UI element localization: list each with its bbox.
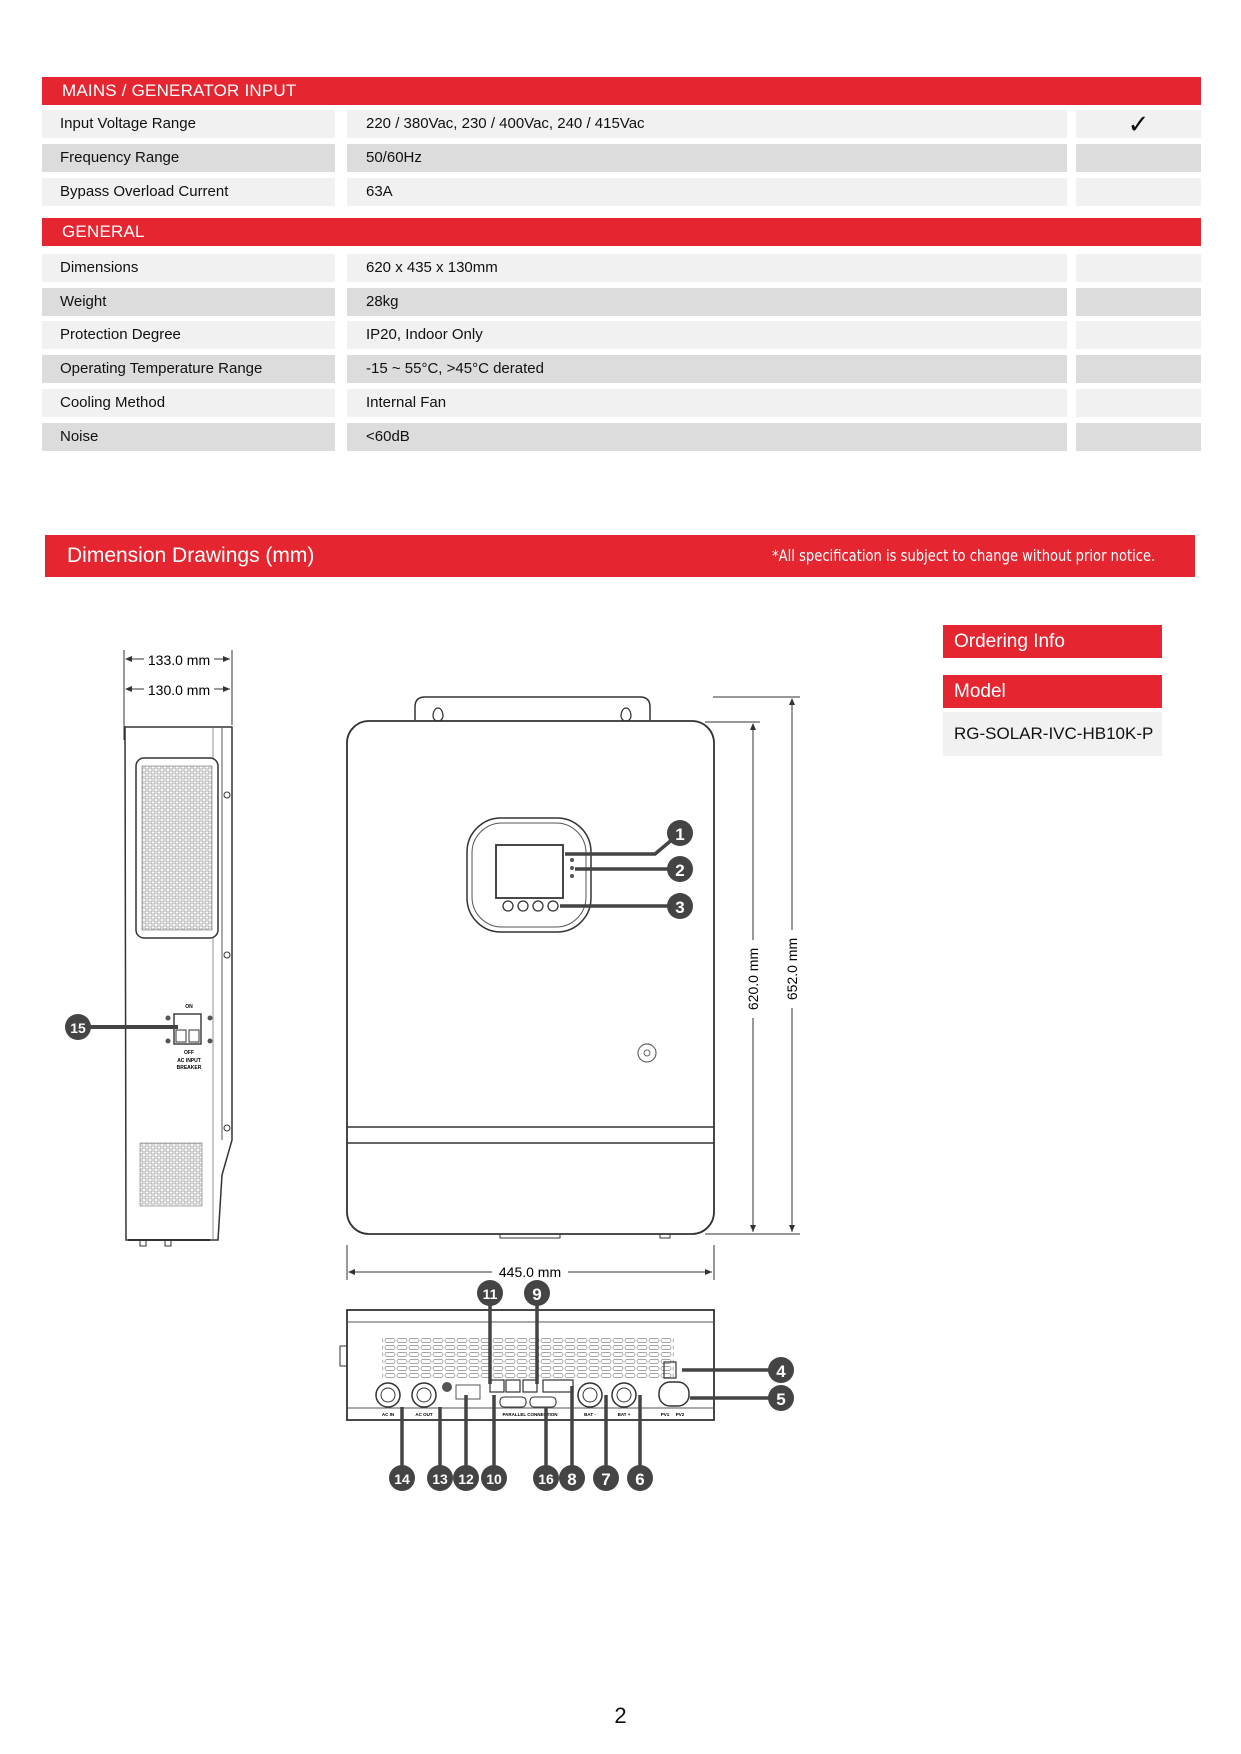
model-header: Model	[943, 675, 1162, 708]
callout-10	[481, 1465, 507, 1491]
side-depth-outer-label: 133.0 mm	[147, 652, 211, 668]
callout-15	[65, 1014, 91, 1040]
svg-text:9: 9	[532, 1285, 542, 1304]
section-header-general: GENERAL	[42, 218, 1201, 246]
svg-text:12: 12	[458, 1471, 474, 1487]
svg-text:4: 4	[776, 1362, 786, 1381]
callout-12	[453, 1465, 479, 1491]
breaker-label-line1: AC INPUT	[177, 1058, 201, 1064]
svg-text:6: 6	[635, 1470, 645, 1489]
front-height-inner-label: 620.0 mm	[745, 947, 761, 1011]
spec-label: Input Voltage Range	[42, 110, 335, 138]
spec-label: Protection Degree	[42, 321, 335, 349]
pv2-label: PV2	[675, 1412, 685, 1417]
callout-14	[389, 1465, 415, 1491]
ac-out-label: AC OUT	[415, 1412, 433, 1417]
callout-11	[477, 1280, 503, 1306]
spec-label: Operating Temperature Range	[42, 355, 335, 383]
spec-label: Frequency Range	[42, 144, 335, 172]
callout-7	[593, 1465, 619, 1491]
callout-9	[524, 1280, 550, 1306]
bat-neg-label: BAT -	[584, 1412, 596, 1417]
callout-16	[533, 1465, 559, 1491]
pv1-label: PV1	[660, 1412, 670, 1417]
bottom-view	[340, 1305, 777, 1468]
spec-label: Noise	[42, 423, 335, 451]
svg-text:13: 13	[432, 1471, 448, 1487]
callout-5	[768, 1385, 794, 1411]
spec-value: -15 ~ 55°C, >45°C derated	[347, 355, 1067, 383]
callout-3	[667, 893, 693, 919]
svg-text:10: 10	[486, 1471, 502, 1487]
callout-6	[627, 1465, 653, 1491]
callout-1	[667, 820, 693, 846]
svg-text:15: 15	[70, 1020, 86, 1036]
spec-value: 50/60Hz	[347, 144, 1067, 172]
svg-text:16: 16	[538, 1471, 554, 1487]
svg-text:8: 8	[567, 1470, 577, 1489]
spec-value: Internal Fan	[347, 389, 1067, 417]
spec-label: Weight	[42, 288, 335, 316]
section-header-mains: MAINS / GENERATOR INPUT	[42, 77, 1201, 105]
spec-value: <60dB	[347, 423, 1067, 451]
ac-in-label: AC IN	[381, 1412, 395, 1417]
svg-text:5: 5	[776, 1390, 786, 1409]
callout-2	[667, 856, 693, 882]
page-number: 2	[614, 1703, 627, 1728]
ordering-info-header: Ordering Info	[943, 625, 1162, 658]
svg-text:7: 7	[601, 1470, 611, 1489]
model-value: RG-SOLAR-IVC-HB10K-P	[943, 712, 1162, 756]
spec-label: Cooling Method	[42, 389, 335, 417]
spec-label: Dimensions	[42, 254, 335, 282]
spec-label: Bypass Overload Current	[42, 178, 335, 206]
front-height-outer-label: 652.0 mm	[784, 937, 800, 1001]
front-width-label: 445.0 mm	[498, 1264, 562, 1280]
spec-value: 63A	[347, 178, 1067, 206]
svg-text:1: 1	[675, 825, 685, 844]
bat-pos-label: BAT +	[617, 1412, 631, 1417]
callout-8	[559, 1465, 585, 1491]
front-view	[347, 697, 800, 1280]
check-mark: ✓	[1076, 110, 1201, 138]
svg-text:3: 3	[675, 898, 685, 917]
breaker-label-line2: BREAKER	[176, 1065, 202, 1071]
callout-4	[768, 1357, 794, 1383]
spec-value: IP20, Indoor Only	[347, 321, 1067, 349]
svg-text:2: 2	[675, 861, 685, 880]
svg-text:14: 14	[394, 1471, 410, 1487]
side-depth-inner-label: 130.0 mm	[147, 682, 211, 698]
spec-value: 28kg	[347, 288, 1067, 316]
callout-13	[427, 1465, 453, 1491]
side-view	[89, 650, 232, 1246]
spec-value: 220 / 380Vac, 230 / 400Vac, 240 / 415Vac	[347, 110, 1067, 138]
spec-change-notice: *All specification is subject to change without prior notice.	[771, 546, 1155, 565]
parallel-connection-label: PARALLEL CONNECTION	[502, 1412, 558, 1417]
dimension-drawings-title: Dimension Drawings (mm)	[67, 544, 315, 567]
svg-text:11: 11	[482, 1286, 498, 1302]
spec-value: 620 x 435 x 130mm	[347, 254, 1067, 282]
breaker-on-label: ON	[185, 1004, 193, 1010]
breaker-off-label: OFF	[184, 1050, 194, 1056]
